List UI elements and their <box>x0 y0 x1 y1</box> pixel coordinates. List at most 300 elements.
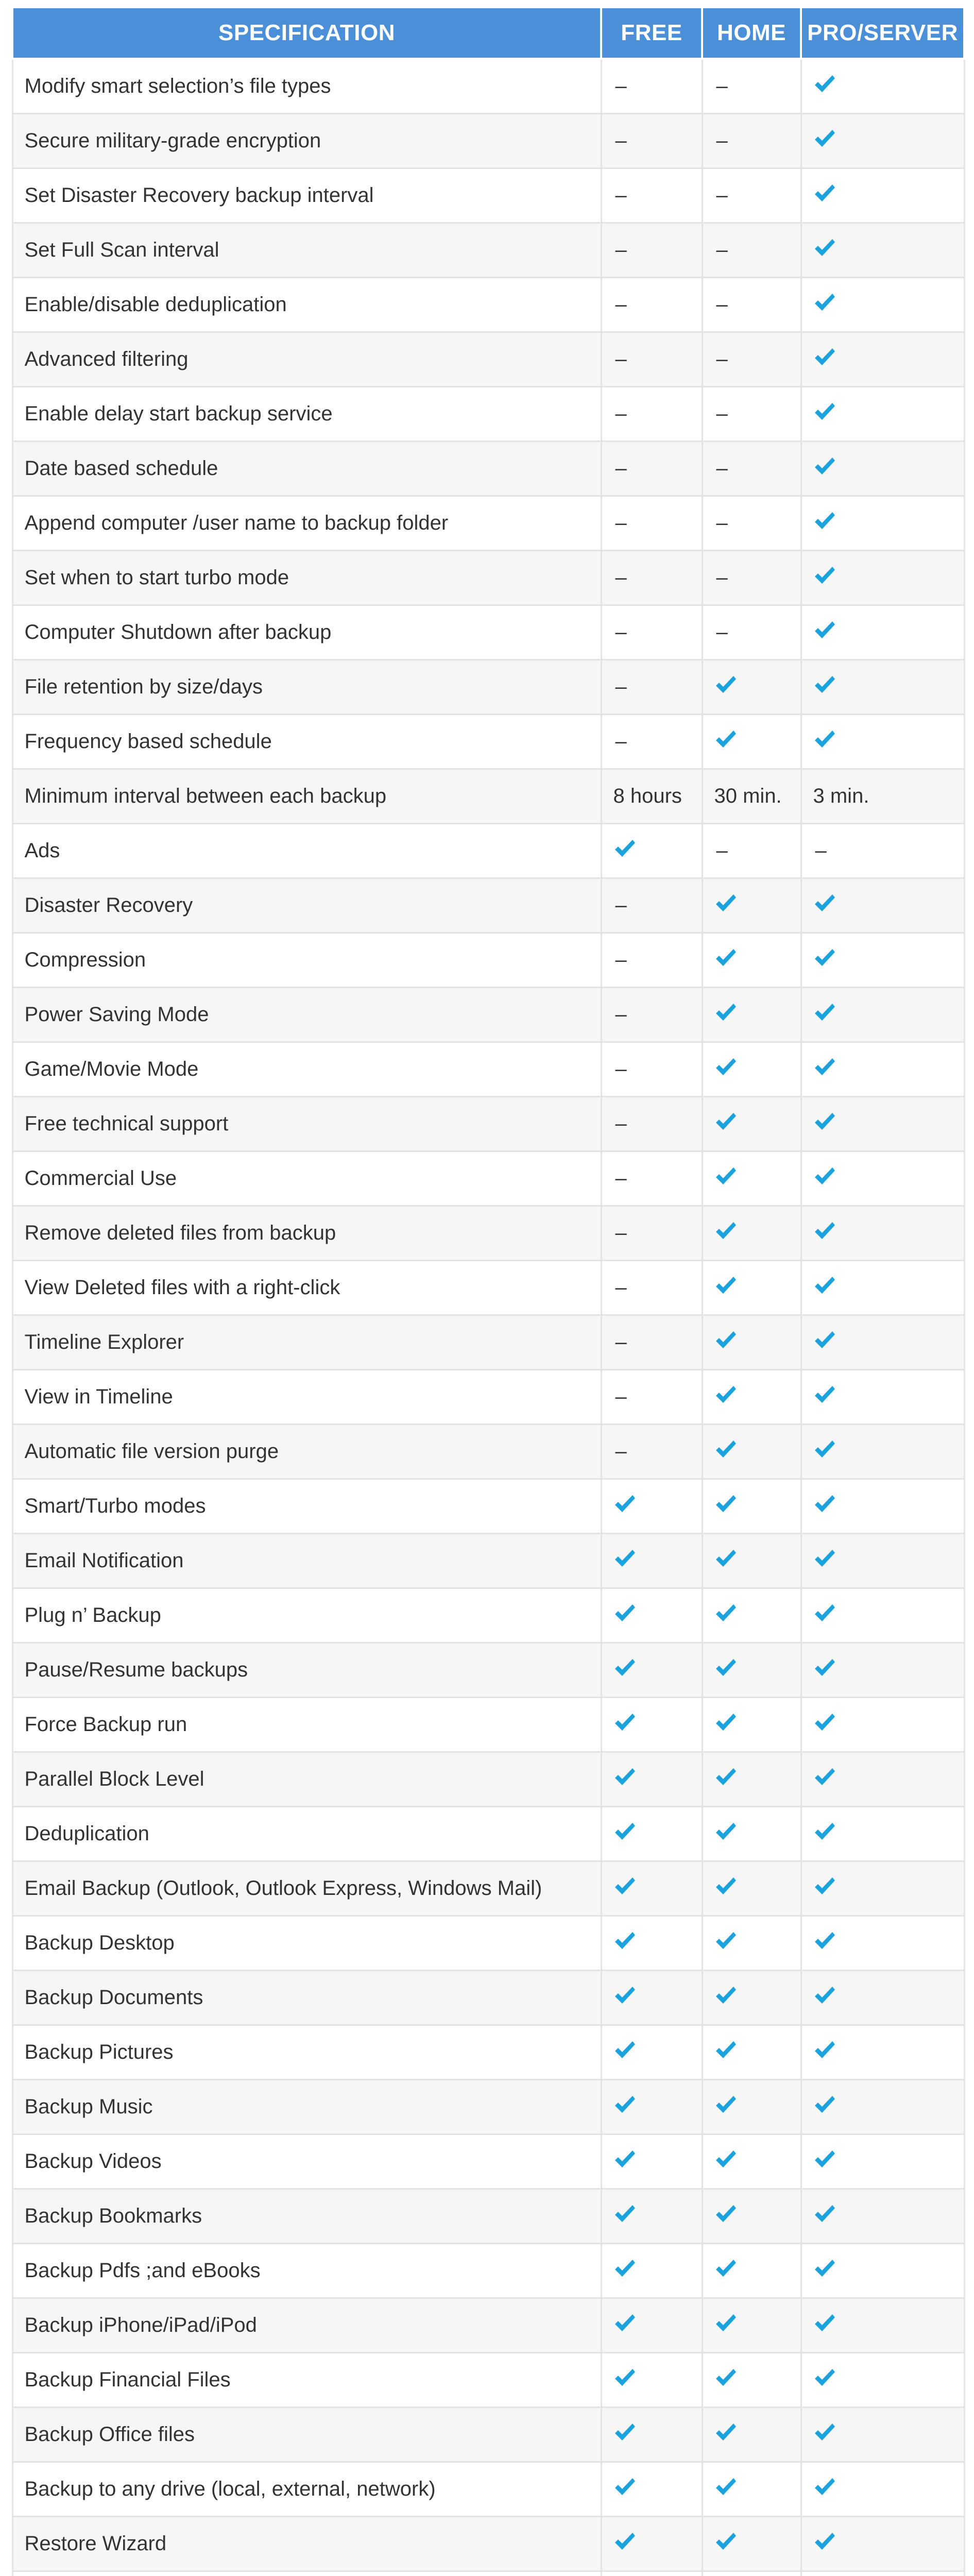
dash-icon: – <box>716 129 728 152</box>
dash-icon: – <box>615 1167 627 1190</box>
check-icon <box>813 74 836 94</box>
cell-free-value: 8 hours <box>601 769 702 824</box>
check-icon <box>613 1767 636 1787</box>
cell-home <box>702 605 801 660</box>
check-icon <box>714 1166 737 1187</box>
dash-icon: – <box>716 402 728 425</box>
check-icon <box>813 947 836 968</box>
feature-name: View in Timeline <box>12 1370 601 1425</box>
cell-home-value: 30 min. <box>702 769 801 824</box>
table-row <box>12 1971 964 2025</box>
feature-name: Email Notification <box>12 1534 601 1588</box>
cell-free <box>601 2244 702 2298</box>
table-row <box>12 715 964 769</box>
feature-name: Set Disaster Recovery backup interval <box>12 168 601 223</box>
cell-pro-value: 3 min. <box>801 769 964 824</box>
check-icon <box>813 128 836 149</box>
check-icon <box>813 2367 836 2388</box>
feature-name: File retention by size/days <box>12 660 601 715</box>
check-icon <box>813 1657 836 1678</box>
cell-pro <box>801 1698 964 1752</box>
dash-icon: – <box>615 75 627 97</box>
cell-home <box>702 1097 801 1151</box>
cell-pro <box>801 2189 964 2244</box>
cell-home <box>702 1916 801 1971</box>
table-row <box>12 387 964 442</box>
check-icon <box>613 2258 636 2279</box>
cell-pro <box>801 2517 964 2571</box>
cell-pro <box>801 168 964 223</box>
dash-icon: – <box>615 184 627 207</box>
check-icon <box>714 1712 737 1733</box>
cell-home <box>702 988 801 1042</box>
cell-home <box>702 1261 801 1315</box>
table-row <box>12 1807 964 1861</box>
table-row <box>12 1315 964 1370</box>
cell-free <box>601 2571 702 2576</box>
header-pro-server: PRO/SERVER <box>801 7 964 59</box>
feature-name: Set when to start turbo mode <box>12 551 601 605</box>
dash-icon: – <box>815 839 827 862</box>
table-row <box>12 1698 964 1752</box>
cell-home <box>702 2571 801 2576</box>
check-icon <box>813 674 836 695</box>
cell-home <box>702 1425 801 1479</box>
cell-home <box>702 2353 801 2408</box>
check-icon <box>813 238 836 258</box>
feature-comparison-table <box>11 6 965 2576</box>
dash-icon: – <box>615 948 627 971</box>
cell-free <box>601 1042 702 1097</box>
check-icon <box>714 1821 737 1842</box>
check-icon <box>714 1330 737 1350</box>
check-icon <box>813 1330 836 1350</box>
feature-name: Enable/disable deduplication <box>12 278 601 332</box>
dash-icon: – <box>615 894 627 917</box>
dash-icon: – <box>615 1276 627 1299</box>
check-icon <box>813 1876 836 1896</box>
check-icon <box>813 729 836 750</box>
cell-free <box>601 2080 702 2134</box>
feature-name: Parallel Block Level <box>12 1752 601 1807</box>
cell-pro <box>801 223 964 278</box>
dash-icon: – <box>716 512 728 534</box>
cell-pro <box>801 1315 964 1370</box>
table-row <box>12 1206 964 1261</box>
cell-pro <box>801 1097 964 1151</box>
check-icon <box>813 1111 836 1132</box>
cell-free <box>601 988 702 1042</box>
cell-free <box>601 2189 702 2244</box>
dash-icon: – <box>615 730 627 753</box>
cell-home <box>702 2462 801 2517</box>
cell-free <box>601 878 702 933</box>
check-icon <box>813 1221 836 1241</box>
cell-pro <box>801 1425 964 1479</box>
cell-pro <box>801 1861 964 1916</box>
cell-pro <box>801 2244 964 2298</box>
feature-name: Append computer /user name to backup folder <box>12 496 601 551</box>
cell-free <box>601 715 702 769</box>
feature-name: Plug n’ Backup <box>12 1588 601 1643</box>
feature-name: Automatic file version purge <box>12 1425 601 1479</box>
table-row <box>12 223 964 278</box>
cell-pro <box>801 2134 964 2189</box>
dash-icon: – <box>615 348 627 370</box>
table-row <box>12 2189 964 2244</box>
cell-home <box>702 1643 801 1698</box>
cell-free <box>601 1643 702 1698</box>
table-row <box>12 442 964 496</box>
check-icon <box>714 1057 737 1077</box>
cell-free <box>601 2298 702 2353</box>
cell-free <box>601 114 702 168</box>
table-row <box>12 2353 964 2408</box>
cell-free <box>601 387 702 442</box>
feature-name: Backup Bookmarks <box>12 2189 601 2244</box>
table-row <box>12 1588 964 1643</box>
check-icon <box>714 2258 737 2279</box>
cell-free <box>601 1588 702 1643</box>
check-icon <box>813 1767 836 1787</box>
check-icon <box>714 1384 737 1405</box>
table-row <box>12 824 964 878</box>
dash-icon: – <box>615 1058 627 1080</box>
cell-home <box>702 1588 801 1643</box>
cell-free <box>601 1425 702 1479</box>
cell-pro <box>801 387 964 442</box>
check-icon <box>714 2367 737 2388</box>
check-icon <box>714 1876 737 1896</box>
check-icon <box>714 893 737 913</box>
dash-icon: – <box>615 566 627 589</box>
table-row <box>12 278 964 332</box>
cell-free <box>601 1370 702 1425</box>
cell-pro <box>801 1370 964 1425</box>
check-icon <box>613 2149 636 2170</box>
feature-name: Set Full Scan interval <box>12 223 601 278</box>
check-icon <box>714 2531 737 2552</box>
table-row <box>12 1534 964 1588</box>
check-icon <box>613 2094 636 2115</box>
cell-pro <box>801 442 964 496</box>
cell-free <box>601 2134 702 2189</box>
check-icon <box>813 620 836 640</box>
feature-name: Disaster Recovery <box>12 878 601 933</box>
table-row <box>12 1261 964 1315</box>
table-row <box>12 1916 964 1971</box>
cell-free <box>601 551 702 605</box>
table-row <box>12 2571 964 2576</box>
cell-pro <box>801 2298 964 2353</box>
check-icon <box>613 1876 636 1896</box>
table-row <box>12 605 964 660</box>
cell-free <box>601 2462 702 2517</box>
feature-name: Force Backup run <box>12 1698 601 1752</box>
cell-pro <box>801 988 964 1042</box>
cell-free <box>601 1752 702 1807</box>
check-icon <box>813 1275 836 1296</box>
check-icon <box>813 347 836 367</box>
dash-icon: – <box>615 457 627 480</box>
cell-pro <box>801 114 964 168</box>
feature-name: Smart/Turbo modes <box>12 1479 601 1534</box>
dash-icon: – <box>615 675 627 698</box>
cell-home <box>702 551 801 605</box>
table-row <box>12 551 964 605</box>
feature-name: Ads <box>12 824 601 878</box>
cell-home <box>702 1698 801 1752</box>
cell-pro <box>801 551 964 605</box>
cell-home <box>702 496 801 551</box>
cell-pro <box>801 1643 964 1698</box>
cell-home <box>702 168 801 223</box>
dash-icon: – <box>615 1112 627 1135</box>
cell-home <box>702 1534 801 1588</box>
cell-home <box>702 715 801 769</box>
check-icon <box>613 1985 636 2006</box>
table-row <box>12 769 964 824</box>
check-icon <box>813 1057 836 1077</box>
check-icon <box>813 1930 836 1951</box>
cell-free <box>601 2025 702 2080</box>
cell-pro <box>801 2025 964 2080</box>
check-icon <box>813 2204 836 2224</box>
cell-free <box>601 1151 702 1206</box>
feature-name: Game/Movie Mode <box>12 1042 601 1097</box>
table-row <box>12 2025 964 2080</box>
cell-pro <box>801 1206 964 1261</box>
cell-pro <box>801 715 964 769</box>
check-icon <box>813 183 836 204</box>
cell-free <box>601 1534 702 1588</box>
feature-name: Backup iPhone/iPad/iPod <box>12 2298 601 2353</box>
cell-free <box>601 1698 702 1752</box>
check-icon <box>813 1985 836 2006</box>
table-row <box>12 1752 964 1807</box>
cell-pro <box>801 605 964 660</box>
check-icon <box>714 1002 737 1023</box>
feature-name: Deduplication <box>12 1807 601 1861</box>
cell-pro <box>801 1479 964 1534</box>
dash-icon: – <box>716 839 728 862</box>
table-row <box>12 878 964 933</box>
check-icon <box>613 1603 636 1623</box>
check-icon <box>714 1111 737 1132</box>
cell-home <box>702 442 801 496</box>
table-row <box>12 1479 964 1534</box>
dash-icon: – <box>615 402 627 425</box>
check-icon <box>714 1767 737 1787</box>
table-row <box>12 933 964 988</box>
feature-name: Advanced filtering <box>12 332 601 387</box>
check-icon <box>714 1275 737 1296</box>
feature-name: Enable delay start backup service <box>12 387 601 442</box>
cell-pro <box>801 878 964 933</box>
cell-free <box>601 1861 702 1916</box>
cell-pro <box>801 933 964 988</box>
check-icon <box>714 2204 737 2224</box>
cell-home <box>702 2408 801 2462</box>
table-row <box>12 496 964 551</box>
dash-icon: – <box>716 566 728 589</box>
cell-home <box>702 1752 801 1807</box>
feature-name: Backup Pdfs ;and eBooks <box>12 2244 601 2298</box>
cell-home <box>702 1315 801 1370</box>
cell-home <box>702 1861 801 1916</box>
cell-pro <box>801 1971 964 2025</box>
cell-pro <box>801 1916 964 1971</box>
cell-pro <box>801 1588 964 1643</box>
header-specification: SPECIFICATION <box>12 7 601 59</box>
check-icon <box>613 2422 636 2443</box>
header-home: HOME <box>702 7 801 59</box>
table-row <box>12 332 964 387</box>
cell-home <box>702 387 801 442</box>
dash-icon: – <box>615 1440 627 1463</box>
cell-pro <box>801 496 964 551</box>
check-icon <box>613 1494 636 1514</box>
cell-free <box>601 1206 702 1261</box>
table-row <box>12 2244 964 2298</box>
cell-free <box>601 168 702 223</box>
dash-icon: – <box>716 75 728 97</box>
cell-pro <box>801 1752 964 1807</box>
feature-name: Backup Documents <box>12 1971 601 2025</box>
feature-name: Compression <box>12 933 601 988</box>
cell-free <box>601 1479 702 1534</box>
dash-icon: – <box>615 1003 627 1026</box>
cell-free <box>601 223 702 278</box>
table-row <box>12 2517 964 2571</box>
cell-pro <box>801 1534 964 1588</box>
feature-name: Modify smart selection’s file types <box>12 59 601 114</box>
cell-pro <box>801 1807 964 1861</box>
check-icon <box>613 1821 636 1842</box>
cell-pro <box>801 1042 964 1097</box>
table-row <box>12 2134 964 2189</box>
table-row <box>12 660 964 715</box>
check-icon <box>813 2094 836 2115</box>
cell-pro <box>801 1261 964 1315</box>
cell-free <box>601 59 702 114</box>
dash-icon: – <box>716 239 728 261</box>
comparison-table-container <box>11 6 963 2576</box>
dash-icon: – <box>716 293 728 316</box>
dash-icon: – <box>615 129 627 152</box>
check-icon <box>714 1657 737 1678</box>
cell-free <box>601 660 702 715</box>
check-icon <box>813 292 836 313</box>
cell-free <box>601 1807 702 1861</box>
cell-home <box>702 1206 801 1261</box>
feature-name: Timeline Explorer <box>12 1315 601 1370</box>
check-icon <box>813 2149 836 2170</box>
cell-pro <box>801 2408 964 2462</box>
check-icon <box>613 2477 636 2497</box>
table-body <box>12 59 964 2576</box>
check-icon <box>714 1439 737 1460</box>
table-row <box>12 1151 964 1206</box>
cell-pro <box>801 332 964 387</box>
cell-free <box>601 1971 702 2025</box>
feature-name: Pause/Resume backups <box>12 1643 601 1698</box>
cell-pro <box>801 1151 964 1206</box>
check-icon <box>813 565 836 586</box>
feature-name: Backup Financial Files <box>12 2353 601 2408</box>
cell-free <box>601 1261 702 1315</box>
cell-free <box>601 2517 702 2571</box>
feature-name: Remove deleted files from backup <box>12 1206 601 1261</box>
check-icon <box>813 401 836 422</box>
dash-icon: – <box>615 1385 627 1408</box>
cell-pro <box>801 278 964 332</box>
cell-free <box>601 442 702 496</box>
check-icon <box>813 2258 836 2279</box>
table-row <box>12 2080 964 2134</box>
check-icon <box>813 456 836 477</box>
check-icon <box>813 1439 836 1460</box>
table-row <box>12 168 964 223</box>
cell-home <box>702 59 801 114</box>
check-icon <box>714 2422 737 2443</box>
cell-pro <box>801 2353 964 2408</box>
table-row <box>12 1370 964 1425</box>
cell-free <box>601 1097 702 1151</box>
dash-icon: – <box>716 457 728 480</box>
feature-name: Backup Music <box>12 2080 601 2134</box>
cell-home <box>702 114 801 168</box>
cell-home <box>702 1971 801 2025</box>
check-icon <box>714 1603 737 1623</box>
cell-free <box>601 496 702 551</box>
cell-home <box>702 332 801 387</box>
check-icon <box>714 1548 737 1569</box>
table-row <box>12 59 964 114</box>
table-row <box>12 2298 964 2353</box>
check-icon <box>714 1985 737 2006</box>
feature-name: Restore Wizard <box>12 2517 601 2571</box>
dash-icon: – <box>615 512 627 534</box>
check-icon <box>714 674 737 695</box>
check-icon <box>613 1712 636 1733</box>
cell-home <box>702 824 801 878</box>
check-icon <box>813 1166 836 1187</box>
feature-name: Frequency based schedule <box>12 715 601 769</box>
cell-home <box>702 1042 801 1097</box>
cell-home <box>702 2189 801 2244</box>
check-icon <box>813 2040 836 2060</box>
table-row <box>12 1643 964 1698</box>
check-icon <box>813 1494 836 1514</box>
check-icon <box>813 2313 836 2333</box>
cell-free <box>601 332 702 387</box>
feature-name: Backup Office files <box>12 2408 601 2462</box>
table-header-row <box>12 7 964 59</box>
cell-pro <box>801 2462 964 2517</box>
check-icon <box>714 1494 737 1514</box>
cell-home <box>702 278 801 332</box>
cell-home <box>702 2025 801 2080</box>
check-icon <box>813 1384 836 1405</box>
check-icon <box>714 1930 737 1951</box>
feature-name: Power Saving Mode <box>12 988 601 1042</box>
check-icon <box>714 2094 737 2115</box>
check-icon <box>613 2204 636 2224</box>
cell-free <box>601 1916 702 1971</box>
check-icon <box>714 2313 737 2333</box>
check-icon <box>813 1821 836 1842</box>
